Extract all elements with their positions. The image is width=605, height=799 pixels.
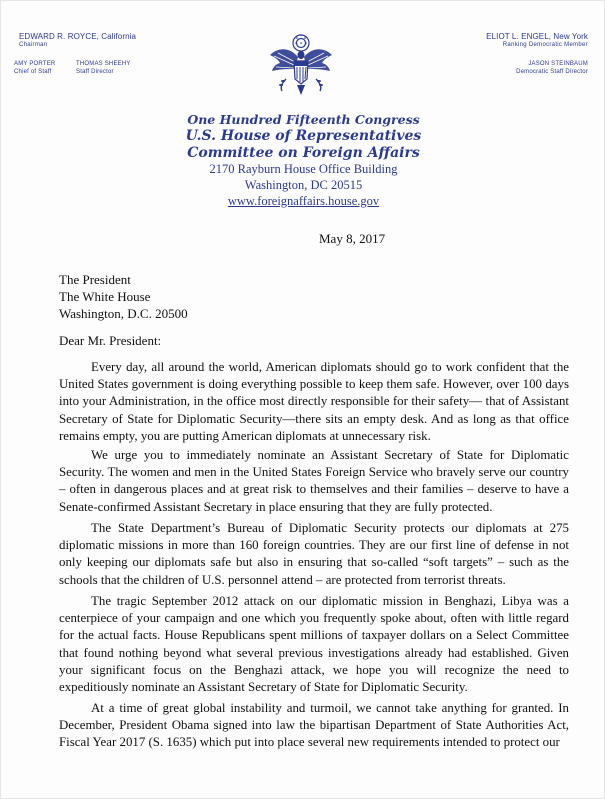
salutation: Dear Mr. President: (59, 333, 162, 348)
democratic-staff-block (516, 60, 588, 76)
chairman-title: Chairman (19, 42, 48, 48)
congressional-seal-icon (264, 29, 338, 101)
body-paragraph-5: At a time of great global instability and turmoil, we cannot take anything for granted. In December, President Obama signed into law the bipartisan Department of State Authorities Act, Fiscal Year 2017 (S. 1635) which put into place several new requirements intended to protect our (59, 701, 569, 750)
staff-director-title: Staff Director (76, 69, 114, 75)
house-heading: U.S. House of Representatives (185, 128, 422, 144)
ranking-member-name: ELIOT L. ENGEL, New York (486, 32, 588, 41)
body-paragraph-1: Every day, all around the world, American diplomats should go to work confident that the United States government is doing everything possible to keep them safe. However, over 100 days into your Administration, in the office most directly responsible for their safety— that of Assistant Secretary of State for Diplomatic Security—there sits an empty desk. And as long as that office remains empty, you are putting American diplomats at unnecessary risk. (59, 360, 569, 443)
address-line-2: Washington, DC 20515 (244, 178, 363, 192)
democratic-staff-title: Democratic Staff Director (516, 69, 588, 75)
recipient-line: The President (59, 272, 131, 287)
staff-director-name: THOMAS SHEEHY (76, 61, 131, 67)
chairman-block (19, 32, 136, 50)
ranking-member-block (486, 32, 588, 50)
body-paragraph-4: The tragic September 2012 attack on our diplomatic mission in Benghazi, Libya was a centerpiece of your campaign and one which you frequently spoke about, often with little regard for the actual facts. House Republicans spent millions of taxpayer dollars on a Select Committee that found nothing beyond what several previous investigations already had established. Given your significant focus on the Benghazi attack, we hope you will recognize the need to expeditiously nominate an Assistant Secretary of State for Diplomatic Security. (59, 594, 569, 695)
democratic-staff-name: JASON STEINBAUM (528, 61, 588, 67)
recipient-line: The White House (59, 289, 151, 304)
chief-of-staff-block (14, 60, 55, 76)
recipient-address (59, 271, 188, 322)
ranking-member-title: Ranking Democratic Member (502, 42, 588, 48)
chief-of-staff-title: Chief of Staff (14, 69, 52, 75)
body-paragraph-3: The State Department’s Bureau of Diplomatic Security protects our diplomats at 275 diplomatic missions in more than 160 foreign countries. They are our first line of defense in not only keeping our diplomats safe but also in ensuring that so-called “soft targets” – such as the schools that the children of U.S. personnel attend – are protected from terrorist threats. (59, 521, 569, 587)
chief-of-staff-name: AMY PORTER (14, 61, 56, 67)
committee-heading: Committee on Foreign Affairs (187, 145, 420, 161)
website-link[interactable]: www.foreignaffairs.house.gov (227, 194, 380, 208)
recipient-line: Washington, D.C. 20500 (59, 306, 188, 321)
letter-date: May 8, 2017 (319, 231, 386, 246)
body-paragraph-2: We urge you to immediately nominate an Assistant Secretary of State for Diplomatic Security. The women and men in the United States Foreign Service who bravely serve our country – often in dangerous places and at great risk to themselves and their families – deserve to have a Senate-confirmed Assistant Secretary in place ensuring that they are fully protected. (59, 448, 569, 514)
congress-heading: One Hundred Fifteenth Congress (187, 112, 420, 127)
staff-director-block (76, 60, 131, 76)
chairman-name: EDWARD R. ROYCE, California (19, 32, 137, 41)
address-line-1: 2170 Rayburn House Office Building (209, 162, 398, 176)
